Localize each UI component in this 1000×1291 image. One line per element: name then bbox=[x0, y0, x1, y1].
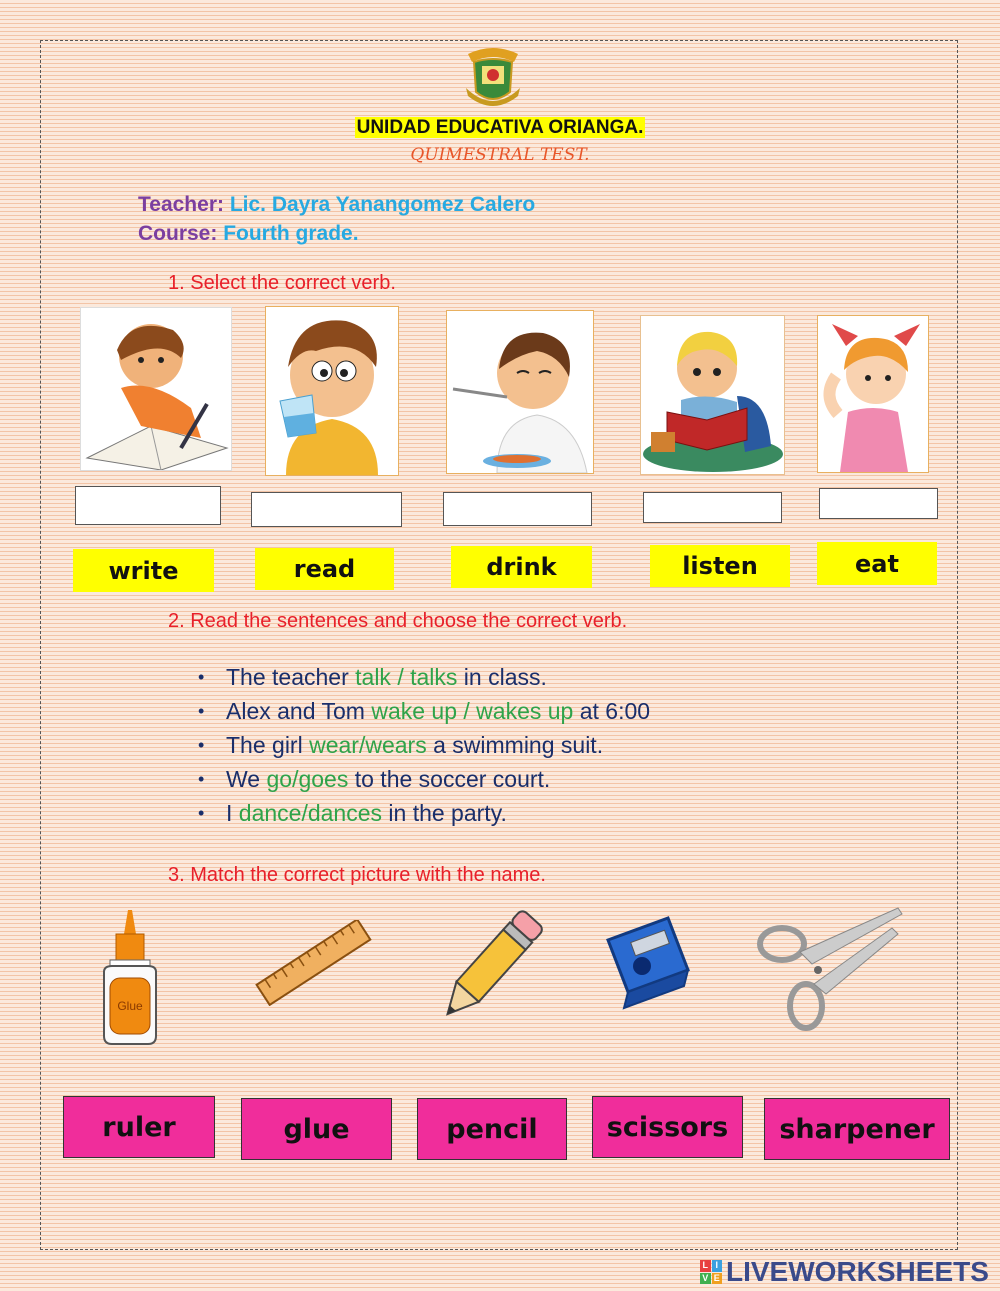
word-scissors[interactable]: scissors bbox=[592, 1096, 743, 1158]
sentence-5: • I dance/dances in the party. bbox=[198, 796, 650, 830]
teacher-label: Teacher: bbox=[138, 193, 224, 216]
sentence-3: • The girl wear/wears a swimming suit. bbox=[198, 728, 650, 762]
verb-choice-1[interactable]: talk / talks bbox=[355, 664, 458, 690]
liveworksheets-icon: L I V E bbox=[700, 1260, 722, 1284]
answer-box-3[interactable] bbox=[443, 492, 592, 526]
word-ruler[interactable]: ruler bbox=[63, 1096, 215, 1158]
ruler-icon[interactable] bbox=[252, 920, 376, 1006]
boy-eating-icon bbox=[447, 311, 593, 473]
sentence-list bbox=[198, 660, 650, 830]
verb-choice-4[interactable]: go/goes bbox=[266, 766, 349, 792]
sharpener-icon[interactable] bbox=[598, 910, 694, 1012]
word-listen[interactable]: listen bbox=[650, 545, 790, 587]
picture-listen bbox=[817, 315, 929, 473]
answer-box-5[interactable] bbox=[819, 488, 938, 519]
word-eat[interactable]: eat bbox=[817, 542, 937, 585]
instruction-3: 3. Match the correct picture with the name. bbox=[168, 864, 546, 886]
girl-listening-icon bbox=[818, 316, 928, 472]
instruction-1: 1. Select the correct verb. bbox=[168, 272, 396, 294]
boy-writing-icon bbox=[81, 308, 231, 470]
course-line bbox=[138, 222, 359, 246]
school-seal-icon bbox=[462, 44, 524, 110]
sentence-2: • Alex and Tom wake up / wakes up at 6:00 bbox=[198, 694, 650, 728]
word-sharpener[interactable]: sharpener bbox=[764, 1098, 950, 1160]
picture-write bbox=[80, 307, 232, 471]
verb-choice-2[interactable]: wake up / wakes up bbox=[371, 698, 574, 724]
answer-box-1[interactable] bbox=[75, 486, 221, 525]
boy-drinking-icon bbox=[266, 307, 398, 475]
answer-box-2[interactable] bbox=[251, 492, 402, 527]
picture-eat bbox=[446, 310, 594, 474]
pencil-icon[interactable] bbox=[434, 906, 544, 1030]
verb-choice-5[interactable]: dance/dances bbox=[238, 800, 383, 826]
course-label: Course: bbox=[138, 222, 218, 245]
test-title: QUIMESTRAL TEST. bbox=[410, 145, 590, 165]
school-name: UNIDAD EDUCATIVA ORIANGA. bbox=[356, 117, 644, 138]
scissors-icon[interactable] bbox=[752, 898, 912, 1034]
course-name: Fourth grade. bbox=[223, 222, 359, 245]
word-glue[interactable]: glue bbox=[241, 1098, 392, 1160]
boy-reading-icon bbox=[641, 316, 784, 474]
svg-text:Glue: Glue bbox=[117, 999, 143, 1013]
word-pencil[interactable]: pencil bbox=[417, 1098, 567, 1160]
picture-read bbox=[640, 315, 785, 475]
verb-choice-3[interactable]: wear/wears bbox=[309, 732, 427, 758]
teacher-name: Lic. Dayra Yanangomez Calero bbox=[229, 193, 536, 216]
answer-box-4[interactable] bbox=[643, 492, 782, 523]
sentence-1: • The teacher talk / talks in class. bbox=[198, 660, 650, 694]
picture-drink bbox=[265, 306, 399, 476]
instruction-2: 2. Read the sentences and choose the correct verb. bbox=[168, 610, 628, 632]
liveworksheets-logo bbox=[700, 1256, 989, 1288]
word-read[interactable]: read bbox=[255, 548, 394, 590]
sentence-4: • We go/goes to the soccer court. bbox=[198, 762, 650, 796]
word-write[interactable]: write bbox=[73, 549, 214, 592]
teacher-line bbox=[138, 193, 535, 217]
brand-text: LIVEWORKSHEETS bbox=[726, 1256, 989, 1287]
glue-icon[interactable] bbox=[98, 908, 162, 1046]
word-drink[interactable]: drink bbox=[451, 546, 592, 588]
